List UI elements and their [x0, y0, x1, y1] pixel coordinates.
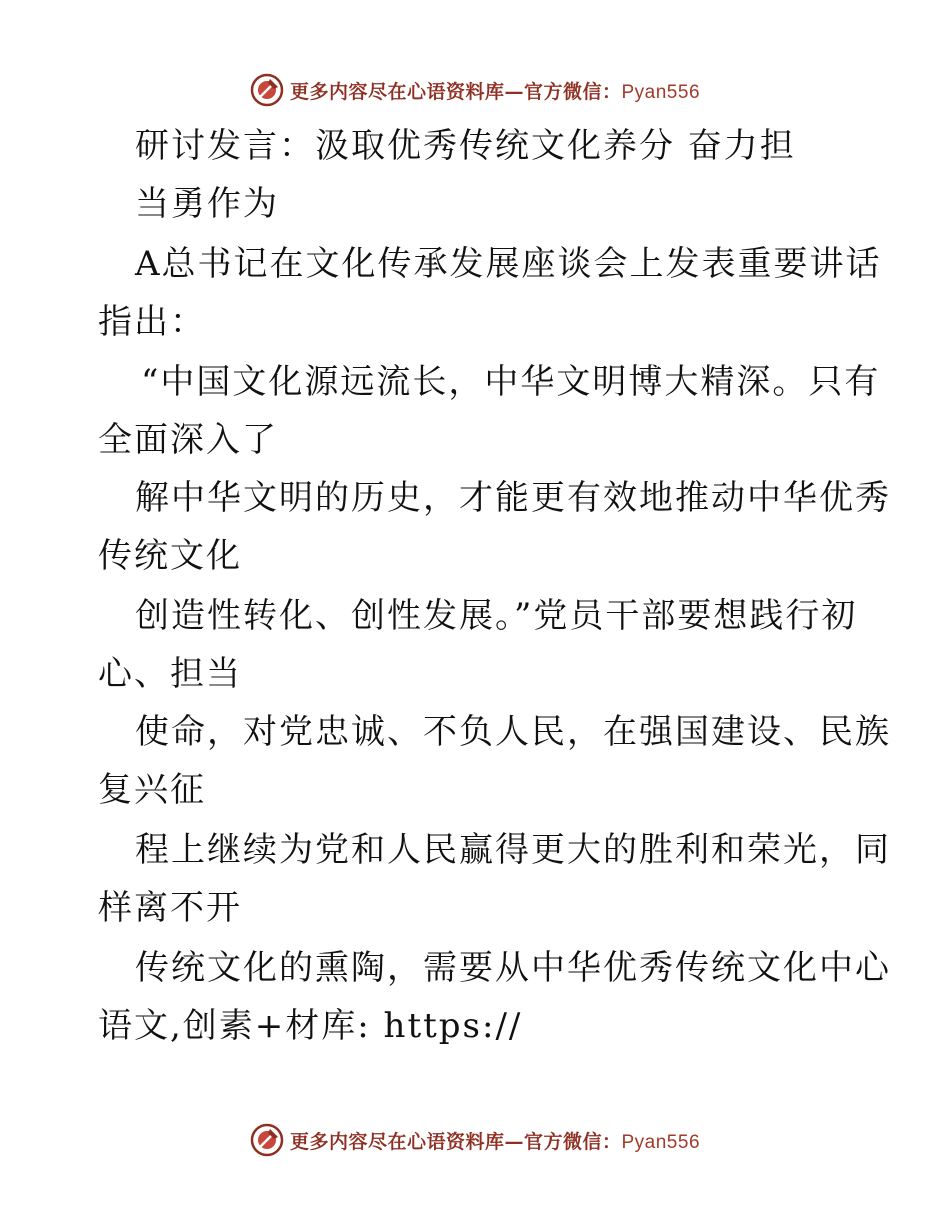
paragraph-line: 解中华文明的历史，才能更有效地推动中华优秀: [135, 478, 891, 518]
watermark-caption: 更多内容尽在心语资料库—官方微信：: [289, 1130, 622, 1153]
paragraph-line: 指出：: [98, 302, 206, 342]
title-line-1: 研讨发言：汲取优秀传统文化养分 奋力担: [135, 126, 796, 166]
paragraph-line: 全面深入了: [98, 420, 278, 460]
watermark-wechat-id: Pyan556: [621, 1131, 701, 1153]
watermark-caption: 更多内容尽在心语资料库—官方微信：: [289, 80, 622, 103]
paragraph-line: 传统文化的熏陶，需要从中华优秀传统文化中心: [135, 948, 891, 988]
watermark-text: [290, 77, 700, 104]
paragraph-line: 使命，对党忠诚、不负人民，在强国建设、民族: [135, 712, 891, 752]
paragraph-line: 心、担当: [98, 654, 242, 694]
paragraph-line: 程上继续为党和人民赢得更大的胜利和荣光，同: [135, 830, 891, 870]
paragraph-line: A总书记在文化传承发展座谈会上发表重要讲话: [135, 244, 882, 284]
paragraph-line: 传统文化: [98, 536, 242, 576]
brand-logo-icon: [250, 1123, 284, 1157]
paragraph-line: 创造性转化、创性发展。”党员干部要想践行初: [135, 596, 858, 636]
paragraph-line: 样离不开: [98, 888, 242, 928]
footer-watermark: [0, 1120, 950, 1160]
watermark-text: [290, 1127, 700, 1154]
paragraph-line: 复兴征: [98, 770, 206, 810]
watermark-wechat-id: Pyan556: [621, 81, 701, 103]
title-line-2: 当勇作为: [135, 184, 279, 224]
paragraph-line: “中国文化源远流长，中华文明博大精深。只有: [141, 362, 881, 402]
header-watermark: [0, 70, 950, 110]
paragraph-line: 语文,创素+材库: https://: [98, 1006, 523, 1046]
brand-logo-icon: [250, 73, 284, 107]
